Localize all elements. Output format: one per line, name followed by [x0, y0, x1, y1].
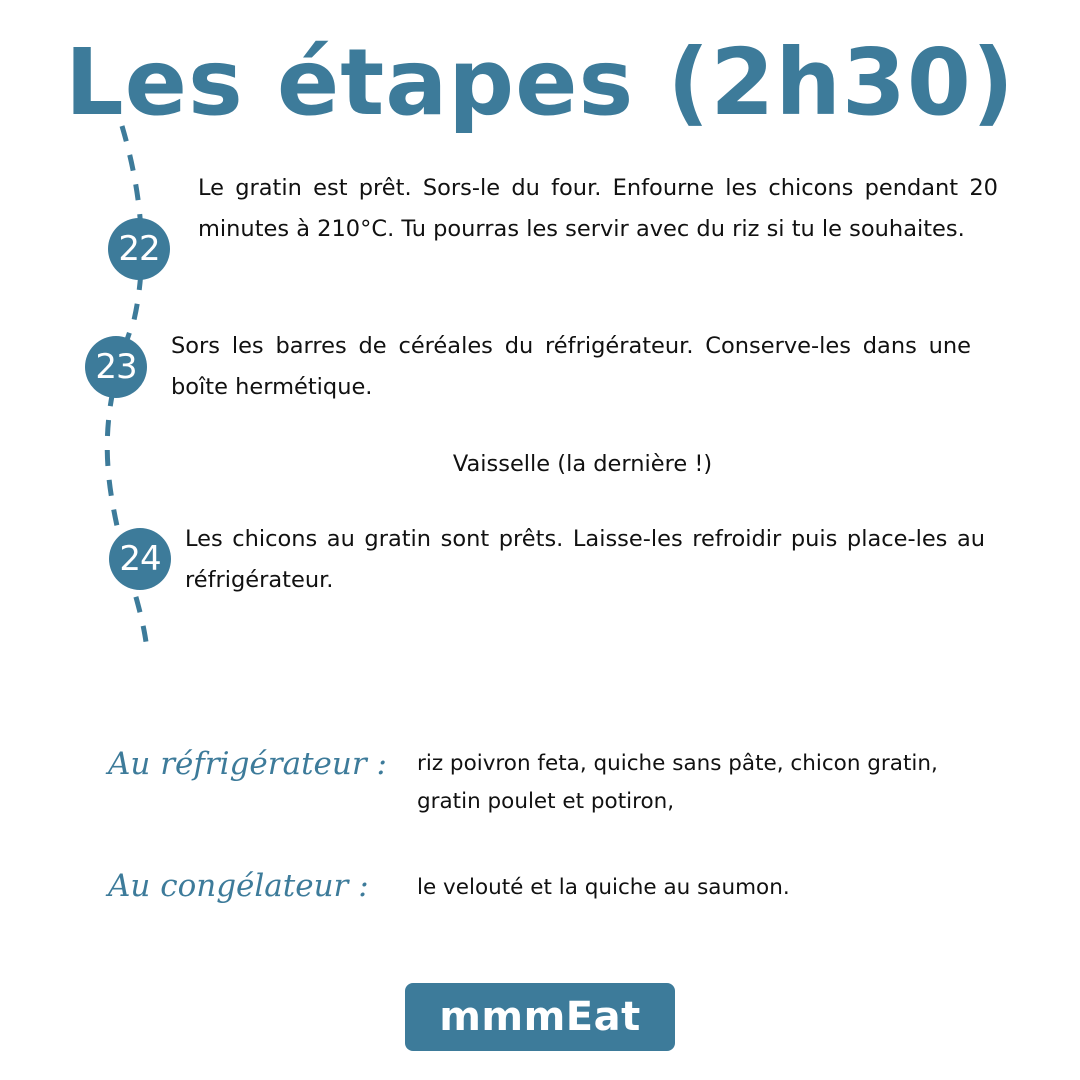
step-note: Vaisselle (la dernière !)	[452, 451, 713, 477]
fridge-label: Au réfrigérateur :	[108, 746, 387, 782]
page-title: Les étapes (2h30)	[65, 29, 1015, 136]
step-text: Le gratin est prêt. Sors-le du four. Enfourne les chicons pendant 20 minutes à 210°C. Tu pourras les servir avec du riz si tu le souhaites.	[198, 175, 998, 242]
freezer-contents: le velouté et la quiche au saumon.	[417, 875, 790, 900]
step-text: Les chicons au gratin sont prêts. Laisse-les refroidir puis place-les au réfrigérateur.	[185, 526, 985, 593]
step-number-badge: 22	[108, 218, 170, 280]
fridge-contents: riz poivron feta, quiche sans pâte, chicon gratin, gratin poulet et potiron,	[417, 751, 938, 814]
step-text: Sors les barres de céréales du réfrigérateur. Conserve-les dans une boîte hermétique.	[171, 333, 971, 400]
freezer-label: Au congélateur :	[108, 868, 369, 904]
brand-logo: mmmEat	[405, 983, 675, 1051]
step-number-badge: 24	[109, 528, 171, 590]
step-number-badge: 23	[85, 336, 147, 398]
